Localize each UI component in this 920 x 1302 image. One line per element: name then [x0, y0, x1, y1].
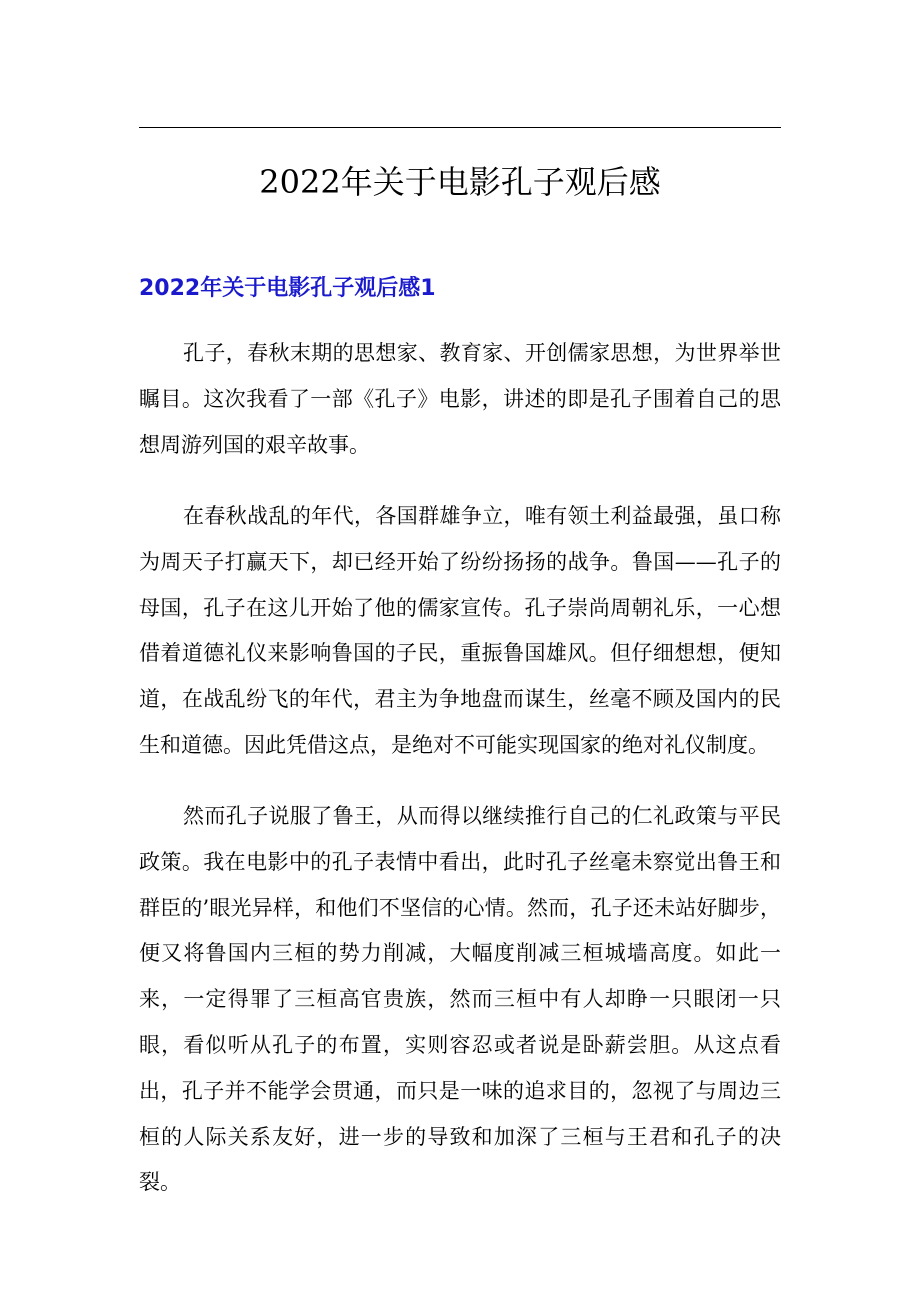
section-heading: 2022年关于电影孔子观后感1	[139, 276, 436, 301]
paragraph-2: 在春秋战乱的年代，各国群雄争立，唯有领土利益最强，虽口称为周天子打赢天下，却已经开始了纷纷扬扬的战争。鲁国——孔子的母国，孔子在这儿开始了他的儒家宣传。孔子崇尚周朝礼乐，一心想借着道德礼仪来影响鲁国的子民，重振鲁国雄风。但仔细想想，便知道，在战乱纷飞的年代，君主为争地盘而谋生，丝毫不顾及国内的民生和道德。因此凭借这点，是绝对不可能实现国家的绝对礼仪制度。	[139, 504, 781, 757]
header-rule	[139, 127, 781, 128]
paragraph-1: 孔子，春秋末期的思想家、教育家、开创儒家思想，为世界举世瞩目。这次我看了一部《孔子》电影，讲述的即是孔子围着自己的思想周游列国的艰辛故事。	[139, 341, 781, 457]
paragraph-3: 然而孔子说服了鲁王，从而得以继续推行自己的仁礼政策与平民政策。我在电影中的孔子表情中看出，此时孔子丝毫未察觉出鲁王和群臣的’眼光异样，和他们不坚信的心情。然而，孔子还未站好脚步，便又将鲁国内三桓的势力削减，大幅度削减三桓城墙高度。如此一来，一定得罪了三桓高官贵族，然而三桓中有人却睁一只眼闭一只眼，看似听从孔子的布置，实则容忍或者说是卧薪尝胆。从这点看出，孔子并不能学会贯通，而只是一味的追求目的，忽视了与周边三桓的人际关系友好，进一步的导致和加深了三桓与王君和孔子的决裂。	[139, 804, 781, 1195]
document-title: 2022年关于电影孔子观后感	[259, 163, 661, 201]
